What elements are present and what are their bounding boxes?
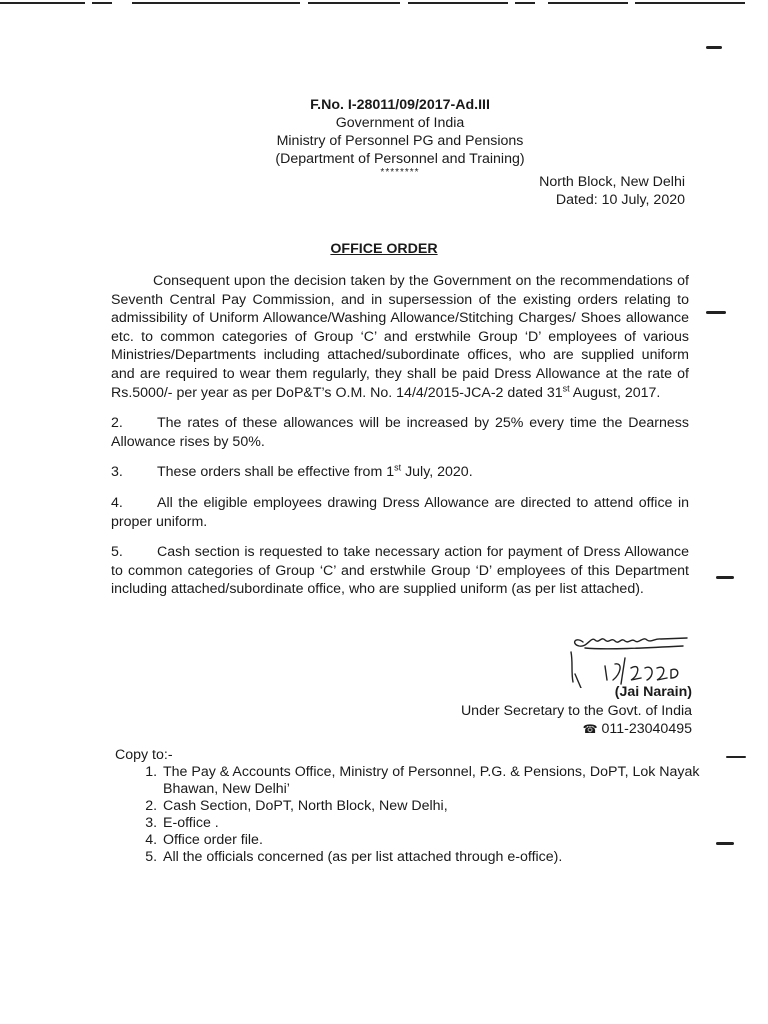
ministry-line: Ministry of Personnel PG and Pensions: [276, 133, 524, 149]
list-item: 1. The Pay & Accounts Office, Ministry of Personnel, P.G. & Pensions, DoPT, Lok Nayak Bhawan, New Delhi’: [161, 764, 705, 798]
scan-edge-line: [548, 2, 628, 4]
paragraph-number: 4.: [111, 494, 123, 511]
signatory-name: (Jai Narain): [614, 684, 692, 700]
margin-mark: [706, 311, 726, 314]
location: North Block, New Delhi: [539, 174, 685, 190]
document-title: [0, 241, 768, 257]
copy-to-section: [115, 747, 705, 866]
paragraph-1-end: August, 2017.: [569, 384, 661, 401]
superscript: st: [394, 462, 402, 473]
margin-mark: [716, 576, 734, 579]
file-number: F.No. I-28011/09/2017-Ad.III: [310, 97, 490, 113]
scan-edge-line: [515, 2, 535, 4]
title-text: OFFICE ORDER: [330, 241, 438, 257]
paragraph-number: 3.: [111, 464, 123, 481]
paragraph-3: [111, 463, 689, 482]
header-separator: ********: [380, 167, 420, 178]
margin-mark: [716, 842, 734, 845]
organisation-line: Government of India: [335, 115, 465, 131]
scan-edge-line: [0, 2, 85, 4]
paragraph-1-text: Consequent upon the decision taken by the Government on the recommendations of Seventh Central Pay Commission, and in supersession of the existing orders relating to admissibility of Uniform Allowance/Washing Allowance/Stitching Charges/ Shoes allowance etc. to common categories of Group ‘C’ and erstwhile Group ‘D’ employees of various Ministries/Departments including attached/subordinate offices, who are supplied uniform and are required to wear them regularly, they shall be paid Dress Allowance at the rate of Rs.5000/- per year as per DoP&T’s O.M. No. 14/4/2015-JCA-2 dated 31: [111, 273, 689, 401]
telephone-icon: ☎: [582, 722, 598, 736]
margin-mark: [706, 46, 722, 49]
copy-to-list: [115, 764, 705, 866]
date: Dated: 10 July, 2020: [555, 192, 685, 208]
paragraph-3-text: These orders shall be effective from 1: [157, 464, 395, 481]
paragraph-2: [111, 414, 689, 451]
handwritten-signature: [565, 628, 693, 688]
scan-edge-line: [132, 2, 300, 4]
phone-number: 011-23040495: [601, 721, 692, 737]
paragraph-4: [111, 494, 689, 531]
list-item: 2. Cash Section, DoPT, North Block, New Delhi,: [161, 798, 705, 815]
scan-edge-line: [408, 2, 508, 4]
paragraph-5: [111, 543, 689, 599]
margin-mark: [726, 756, 746, 758]
paragraph-3-end: July, 2020.: [401, 464, 473, 481]
superscript: st: [562, 382, 570, 393]
department-line: (Department of Personnel and Training): [275, 151, 525, 167]
copy-to-heading: Copy to:-: [115, 747, 173, 763]
list-item: 3. E-office .: [161, 815, 705, 832]
signatory-block: [461, 683, 692, 739]
paragraph-number: 5.: [111, 544, 123, 561]
signatory-phone: [461, 720, 692, 739]
scan-edge-line: [92, 2, 112, 4]
scan-edge-line: [635, 2, 745, 4]
list-item: 4. Office order file.: [161, 832, 705, 849]
signatory-designation: Under Secretary to the Govt. of India: [460, 702, 692, 719]
paragraph-1: [111, 272, 689, 402]
document-header: [200, 96, 600, 178]
paragraph-4-text: All the eligible employees drawing Dress Allowance are directed to attend office in proper uniform.: [111, 494, 689, 530]
list-item: 5. All the officials concerned (as per list attached through e-office).: [161, 849, 705, 866]
scan-edge-line: [308, 2, 400, 4]
paragraph-2-text: The rates of these allowances will be increased by 25% every time the Dearness Allowance rises by 50%.: [111, 415, 689, 450]
order-body: [111, 272, 689, 599]
paragraph-5-text: Cash section is requested to take necessary action for payment of Dress Allowance to common categories of Group ‘C’ and erstwhile Group ‘D’ employees of this Department including attached/subordinate office, who are supplied uniform (as per list attached).: [111, 544, 689, 598]
paragraph-number: 2.: [111, 415, 123, 432]
place-and-date: [539, 173, 685, 209]
